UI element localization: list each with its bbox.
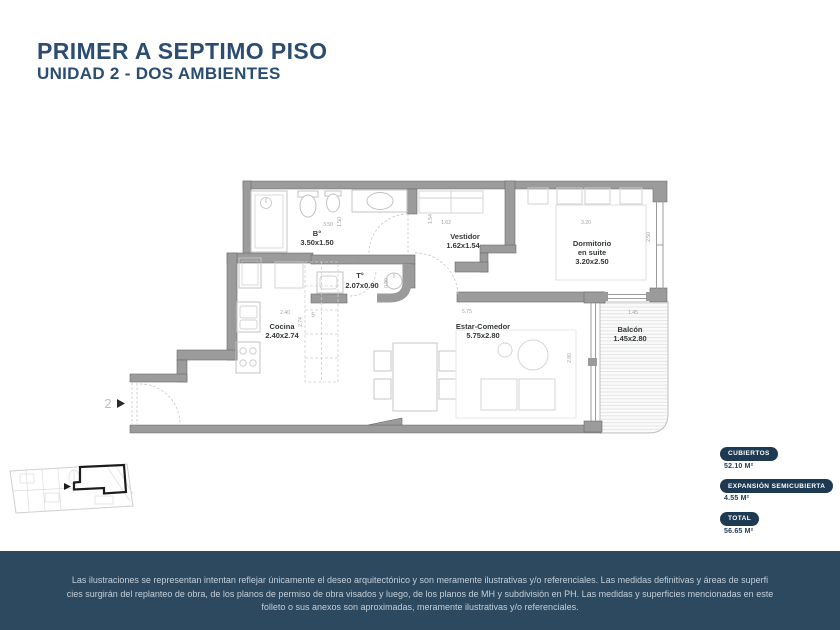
wall-glass-post-bottom — [584, 421, 602, 432]
burner-icon — [250, 348, 256, 354]
wall-vestidor-bottom-a — [480, 245, 516, 253]
dim-balc-w: 1.45 — [628, 310, 638, 316]
dining-table — [393, 343, 437, 411]
glass-wall-mullion — [588, 358, 597, 366]
wall-toilette-top — [311, 255, 415, 264]
room-label-bedroom: Dormitorio — [572, 239, 612, 248]
page-title: PRIMER A SEPTIMO PISO — [37, 38, 328, 64]
area-value-cubiertos: 52.10 M² — [724, 462, 754, 470]
wall-glass-post-top — [584, 292, 605, 303]
room-label-bedroom-2: en suite — [577, 248, 607, 257]
chair — [439, 379, 456, 399]
area-badge-total: TOTAL — [720, 512, 759, 526]
area-item-total — [720, 507, 830, 535]
wall-bottom-step — [368, 418, 402, 425]
bidet — [327, 194, 340, 212]
window-post-left — [603, 292, 608, 301]
kitchen-counter — [275, 262, 303, 288]
dim-toil-h: 0.90 — [384, 278, 390, 288]
dim-bath-w: 3.50 — [323, 222, 333, 228]
dim-toil-w: 2.07 — [347, 257, 357, 263]
door-swings — [132, 214, 458, 424]
dim-living-h: 2.80 — [567, 353, 573, 363]
sofa-cushion — [481, 379, 517, 410]
bedroom-furniture — [528, 188, 646, 280]
wall-bedroom-bottom — [457, 292, 605, 302]
burner-icon — [240, 360, 246, 366]
disclaimer-line-2: cies surgirán del replanteo de obra, de los planos de permiso de obra visados y luego, de los planos de MH y subdivisión en PH. Las medidas y superficies mencionadas en este — [66, 588, 774, 599]
wall-bath-vestidor-divider — [407, 189, 417, 214]
wall-bath-left — [243, 181, 251, 255]
room-dims-living: 5.75x2.80 — [466, 331, 500, 340]
chair — [374, 379, 391, 399]
area-badge-expansion: EXPANSIÓN SEMICUBIERTA — [720, 479, 833, 493]
burner-icon — [250, 360, 256, 366]
room-label-living: Estar-Comedor — [455, 322, 511, 331]
area-value-expansion: 4.55 M² — [724, 495, 750, 502]
walls — [130, 181, 667, 433]
area-badge-cubiertos: CUBIERTOS — [720, 447, 778, 461]
window-post-right — [646, 292, 651, 301]
unit-number-label: 2 — [104, 396, 112, 411]
toilet — [300, 195, 316, 217]
wall-entry — [130, 374, 187, 382]
dim-kitch-h: 2.74 — [298, 317, 304, 327]
key-plan — [10, 464, 133, 513]
pillow — [557, 188, 582, 204]
room-dims-bath: 3.50x1.50 — [300, 238, 334, 247]
room-label-bath: B° — [312, 229, 322, 238]
dim-kitch-w: 2.40 — [280, 310, 290, 316]
chair — [374, 351, 391, 371]
disclaimer-footer — [0, 551, 840, 630]
wall-bottom — [130, 425, 601, 433]
entry-arrow-icon — [117, 399, 125, 408]
area-summary — [720, 442, 830, 540]
area-item-cubiertos — [720, 442, 830, 470]
balcony-hatch — [600, 302, 668, 433]
dim-vest-w: 1.62 — [441, 220, 451, 226]
kitchen-fixtures — [236, 258, 261, 373]
room-dims-vestidor: 1.62x1.54 — [446, 241, 480, 250]
disclaimer-line-3: folleto o sus anexos son aproximadas, meramente ilustrativas y/o referenciales. — [261, 602, 579, 612]
rug — [456, 330, 576, 418]
dim-bath-h: 1.50 — [337, 217, 343, 227]
vanity-sink — [367, 193, 393, 210]
dining-furniture — [374, 343, 456, 411]
dim-dorm-h: 2.50 — [646, 232, 652, 242]
page-subtitle: UNIDAD 2 - DOS AMBIENTES — [37, 64, 281, 83]
pillow — [585, 188, 610, 204]
wall-entry-step-top — [177, 350, 237, 360]
stove — [236, 342, 260, 373]
side-table — [498, 343, 512, 357]
dim-dorm-w: 3.20 — [581, 220, 591, 226]
wall-toilette-bottom — [311, 294, 347, 303]
chair — [439, 351, 456, 371]
room-dims-bedroom: 3.20x2.50 — [575, 257, 609, 266]
room-dims-toilette: 2.07x0.90 — [345, 281, 379, 290]
kitchen-sink — [240, 306, 257, 318]
room-dims-balcony: 1.45x2.80 — [613, 334, 647, 343]
vestidor-door-arc — [415, 253, 458, 296]
dim-kitch-n: 5 — [311, 313, 315, 319]
room-label-toilette: T° — [356, 271, 364, 280]
pillow — [620, 188, 642, 204]
closet — [419, 191, 483, 213]
area-value-total: 56.65 M² — [724, 527, 754, 535]
room-label-kitchen: Cocina — [269, 322, 295, 331]
area-item-expansion — [720, 475, 830, 503]
dim-vest-h: 1.54 — [428, 214, 434, 224]
coffee-table — [518, 340, 548, 370]
room-label-balcony: Balcón — [617, 325, 643, 334]
bathroom-door-arc — [369, 214, 408, 253]
sofa-cushion — [519, 379, 555, 410]
disclaimer-line-1: Las ilustraciones se representan intentan reflejar únicamente el deseo arquitectónico y son meramente ilustrativas y/o referenciales. Las medidas definitivas y áreas de superfi — [71, 575, 769, 585]
burner-icon — [240, 348, 246, 354]
living-furniture — [456, 330, 576, 418]
entry-door-arc — [140, 384, 180, 424]
room-label-vestidor: Vestidor — [450, 232, 480, 241]
balcony-area — [600, 302, 668, 433]
dim-living-w: 5.75 — [462, 309, 472, 315]
wall-vestidor-bottom-b — [455, 262, 488, 272]
room-dims-kitchen: 2.40x2.74 — [265, 331, 299, 340]
nightstand — [528, 188, 548, 204]
wall-vestidor-right — [505, 181, 515, 252]
